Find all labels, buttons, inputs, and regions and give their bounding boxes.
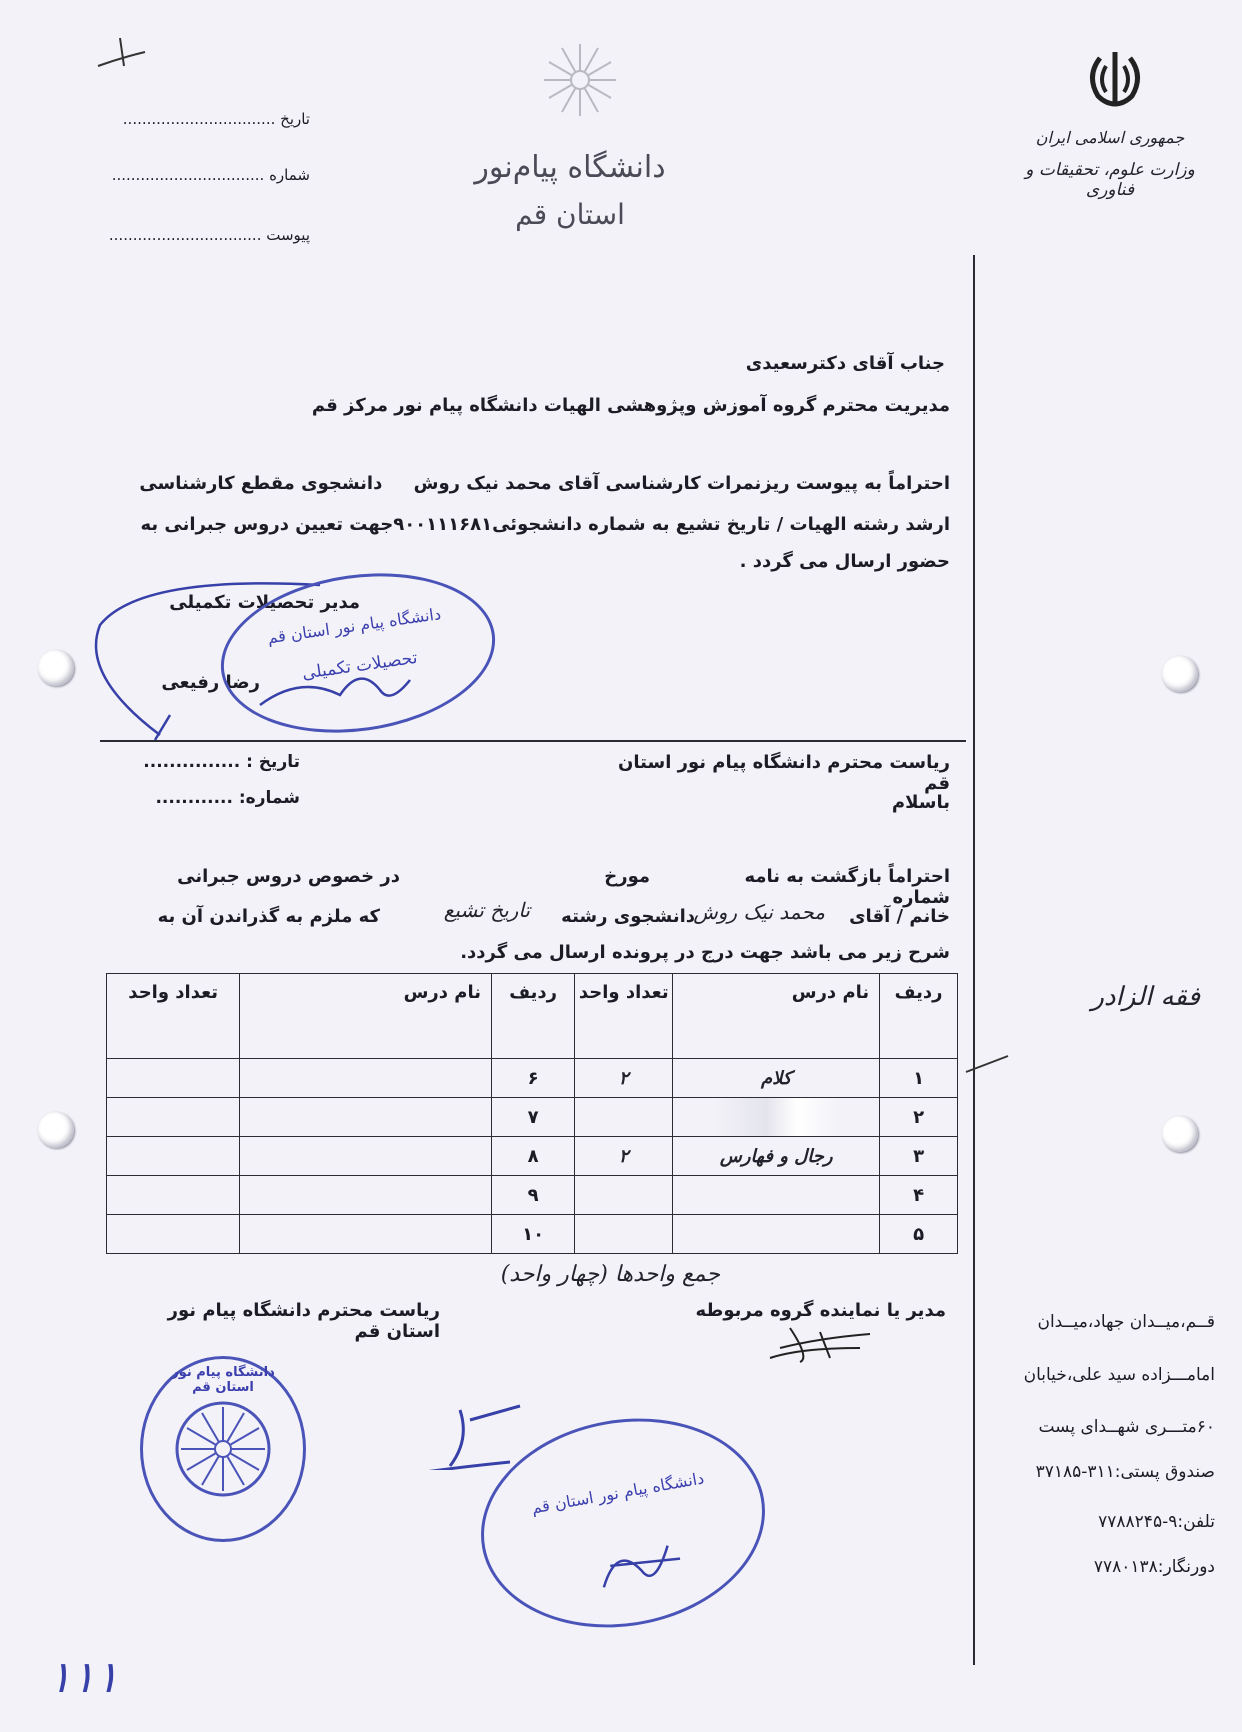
- row-number: ۷: [492, 1098, 575, 1137]
- letter2-field-name: تاریخ تشیع: [443, 898, 530, 922]
- course-name: [673, 1215, 880, 1254]
- corner-scribble: [90, 28, 160, 78]
- postal-box: صندوق پستی:۳۱۱-۳۷۱۸۵: [1035, 1462, 1215, 1482]
- course-units: [575, 1098, 673, 1137]
- letter2-body-line2-c: که ملزم به گذراندن آن به: [157, 906, 380, 927]
- header-attachment-field: [70, 226, 310, 244]
- table-header-row: [107, 974, 958, 1059]
- oval-stamp-signature-icon: [584, 1513, 696, 1609]
- course-name: [240, 1176, 492, 1215]
- course-units: [107, 1098, 240, 1137]
- course-units: ۲: [575, 1059, 673, 1098]
- row-number: ۲: [880, 1098, 958, 1137]
- page-mark: ۱۱۱: [48, 1652, 119, 1703]
- row-number: ۵: [880, 1215, 958, 1254]
- header-row-number-2: ردیف: [492, 974, 575, 1059]
- letter2-number: شماره: ............: [155, 788, 300, 808]
- letter1-body-line2: ارشد رشته الهیات / تاریخ تشیع به شماره دانشجوئی۹۰۰۱۱۱۶۸۱جهت تعیین دروس جبرانی به: [140, 514, 950, 535]
- course-name: [240, 1137, 492, 1176]
- header-date-dots: ................................: [122, 110, 276, 128]
- row-number: ۱۰: [492, 1215, 575, 1254]
- course-units: [107, 1176, 240, 1215]
- province-name: استان قم: [515, 198, 625, 231]
- course-units: [107, 1059, 240, 1098]
- round-stamp: [140, 1356, 306, 1542]
- letter1-body-line1: احتراماً به پیوست ریزنمرات کارشناسی آقای محمد نیک روش دانشجوی مقطع کارشناسی: [139, 473, 950, 494]
- course-name: کلام: [673, 1059, 880, 1098]
- table-row: [107, 1176, 958, 1215]
- margin-note: فقه الزادر: [1091, 982, 1200, 1012]
- section-divider: [100, 740, 966, 742]
- course-units: [107, 1137, 240, 1176]
- course-name: رجال و فهارس: [673, 1137, 880, 1176]
- oval-stamp-text: دانشگاه پیام نور استان قم: [529, 1468, 706, 1518]
- row-number: ۸: [492, 1137, 575, 1176]
- letter2-recipient: ریاست محترم دانشگاه پیام نور استان قم: [618, 752, 950, 794]
- letter2-body-line1-c: در خصوص دروس جبرانی: [177, 866, 400, 887]
- letter2-date: تاریخ : ...............: [143, 752, 300, 772]
- margin-divider: [973, 255, 975, 1665]
- course-name: [240, 1215, 492, 1254]
- header-number-label: شماره: [269, 166, 310, 184]
- header-number-field: [70, 166, 310, 184]
- letter2-body-line3: شرح زیر می باشد جهت درج در پرونده ارسال می گردد.: [460, 942, 950, 963]
- letter1-stamp-unit: تحصیلات تکمیلی: [300, 647, 419, 684]
- letter1-body-line3: حضور ارسال می گردد .: [739, 551, 950, 572]
- letter1-signer-name: رضا رفیعی: [161, 672, 260, 693]
- header-date-label: تاریخ: [280, 110, 310, 128]
- course-name: [673, 1098, 880, 1137]
- total-units-note: جمع واحدها (چهار واحد): [500, 1262, 720, 1287]
- course-name: [240, 1059, 492, 1098]
- address-line1: قــم،میــدان جهاد،میــدان: [1037, 1312, 1215, 1332]
- course-name: [673, 1176, 880, 1215]
- table-row: [107, 1137, 958, 1176]
- fax-number: دورنگار:۷۷۸۰۱۳۸: [1093, 1557, 1215, 1577]
- president-label: ریاست محترم دانشگاه پیام نور استان قم: [167, 1300, 440, 1342]
- header-course-name-1: نام درس: [673, 974, 880, 1059]
- university-logo-icon: [540, 40, 620, 120]
- course-units: [575, 1215, 673, 1254]
- iran-emblem-icon: [1080, 46, 1150, 112]
- course-units: [107, 1215, 240, 1254]
- phone-number: تلفن:۹-۷۷۸۸۲۴۵: [1098, 1512, 1215, 1532]
- letter1-recipient: مدیریت محترم گروه آموزش وپژوهشی الهیات دانشگاه پیام نور مرکز قم: [311, 395, 950, 416]
- letter2-body-line1-b: مورخ: [604, 866, 650, 887]
- punch-hole-right-top: [1162, 656, 1198, 692]
- punch-hole-left-bottom: [38, 1112, 74, 1148]
- header-number-dots: ................................: [111, 166, 265, 184]
- ministry-label: وزارت علوم، تحقیقات و فناوری: [1025, 160, 1195, 200]
- president-signature-icon: [370, 1400, 530, 1470]
- letter2-body-line2-b: دانشجوی رشته: [561, 906, 695, 927]
- republic-label: جمهوری اسلامی ایران: [1035, 128, 1185, 147]
- margin-arrow-icon: [962, 1048, 1012, 1078]
- header-attachment-dots: ................................: [108, 226, 262, 244]
- compensatory-courses-table: [106, 973, 958, 1254]
- group-representative-label: مدیر یا نماینده گروه مربوطه: [695, 1300, 946, 1321]
- table-row: [107, 1098, 958, 1137]
- address-line3: ۶۰متـــری شهــدای پست: [1038, 1417, 1215, 1437]
- punch-hole-right-bottom: [1162, 1116, 1198, 1152]
- course-name: [240, 1098, 492, 1137]
- header-course-name-2: نام درس: [240, 974, 492, 1059]
- header-attachment-label: پیوست: [266, 226, 310, 244]
- group-rep-signature-icon: [760, 1318, 880, 1368]
- letter2-body-line1-a: احتراماً بازگشت به نامه شماره: [744, 866, 950, 908]
- course-units: [575, 1176, 673, 1215]
- row-number: ۳: [880, 1137, 958, 1176]
- header-units-1: تعداد واحد: [575, 974, 673, 1059]
- row-number: ۱: [880, 1059, 958, 1098]
- header-date-field: [70, 110, 310, 128]
- letter2-body-line2-a: خانم / آقای: [849, 906, 950, 927]
- university-name: دانشگاه پیام‌نور: [474, 150, 666, 185]
- address-line2: امامـــزاده سید علی،خیابان: [1023, 1365, 1215, 1385]
- round-stamp-emblem-icon: [173, 1399, 273, 1499]
- letter2-greeting: باسلام: [891, 792, 950, 813]
- letter1-salutation: جناب آقای دکترسعیدی: [745, 353, 945, 374]
- header-units-2: تعداد واحد: [107, 974, 240, 1059]
- letter1-stamp-text: دانشگاه پیام نور استان قم: [266, 604, 443, 648]
- round-stamp-text: دانشگاه پیام نور استان قم: [171, 1365, 275, 1395]
- letter1-signer-title: مدیر تحصیلات تکمیلی: [169, 592, 360, 613]
- header-row-number-1: ردیف: [880, 974, 958, 1059]
- row-number: ۴: [880, 1176, 958, 1215]
- course-units: ۲: [575, 1137, 673, 1176]
- row-number: ۶: [492, 1059, 575, 1098]
- letter2-student-name: محمد نیک روش: [693, 900, 825, 924]
- table-row: [107, 1059, 958, 1098]
- row-number: ۹: [492, 1176, 575, 1215]
- table-row: [107, 1215, 958, 1254]
